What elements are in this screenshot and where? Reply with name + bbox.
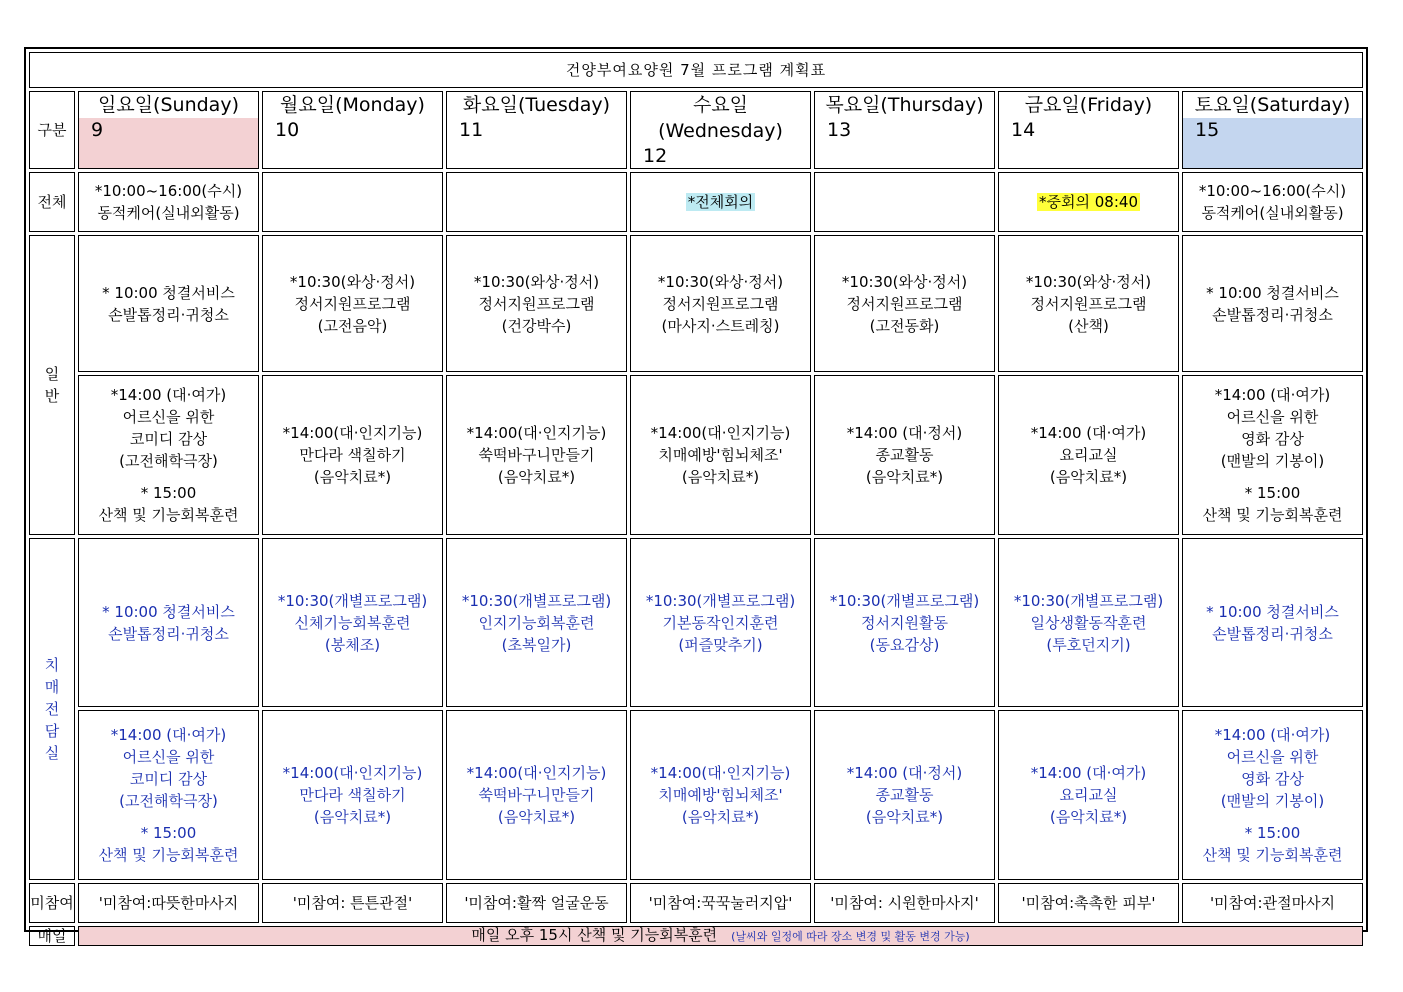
cell-line: 쑥떡바구니만들기	[478, 786, 595, 804]
cell-line: (투호던지기)	[1046, 635, 1131, 654]
day-name: 수요일(Wednesday)	[658, 94, 783, 142]
cell-line: (맨발의 기봉이)	[1220, 792, 1325, 810]
cell-line: 정서지원프로그램	[846, 294, 963, 313]
cell-line: 어르신을 위한	[122, 408, 215, 426]
cell-line: (마사지·스트레칭)	[661, 316, 780, 335]
program-cell-2	[446, 538, 627, 707]
cell-line	[999, 191, 1178, 213]
cell-line: (음악치료*)	[1049, 808, 1128, 826]
nonparticipation-cell-4: '미참여: 시원한마사지'	[814, 883, 995, 923]
nonparticipation-label: 미참여	[29, 883, 75, 923]
nonparticipation-cell-2: '미참여:활짝 얼굴운동	[446, 883, 627, 923]
line-gap	[79, 812, 258, 822]
program-cell-6	[1182, 710, 1363, 880]
cell-line: *14:00 (대·정서)	[846, 424, 963, 442]
cell-line: *14:00(대·인지기능)	[282, 764, 423, 782]
day-name: 토요일(Saturday)	[1194, 94, 1351, 116]
cell-line: 신체기능회복훈련	[294, 613, 411, 632]
cell-line: * 15:00	[140, 824, 197, 842]
schedule-table	[26, 49, 1366, 949]
day-date: 15	[1183, 118, 1362, 168]
cell-line: 만다라 색칠하기	[299, 786, 406, 804]
day-date: 14	[1011, 119, 1036, 141]
section-label-char: 치	[44, 656, 60, 674]
daily-label: 매일	[29, 926, 75, 946]
day-date: 12	[643, 145, 668, 167]
program-cell-3	[630, 538, 811, 707]
cell-line: 정서지원활동	[861, 613, 948, 632]
program-cell-2	[446, 375, 627, 535]
cell-line: * 10:00 청결서비스	[102, 283, 235, 302]
day-date: 13	[827, 119, 852, 141]
cell-line: (고전해학극장)	[119, 452, 218, 470]
overall-row	[29, 172, 1363, 232]
program-cell-4	[814, 538, 995, 707]
program-cell-6	[1182, 235, 1363, 372]
daily-caveat: (날씨와 일정에 따라 장소 변경 및 활동 변경 가능)	[731, 930, 970, 943]
nonparticipation-cell-1: '미참여: 튼튼관절'	[262, 883, 443, 923]
cell-line: 만다라 색칠하기	[299, 446, 406, 464]
cell-line: 동적케어(실내외활동)	[1201, 204, 1344, 222]
cell-line: 정서지원프로그램	[478, 294, 595, 313]
cell-line: 기본동작인지훈련	[662, 613, 779, 632]
line-gap	[1183, 812, 1362, 822]
nonparticipation-cell-6: '미참여:관절마사지	[1182, 883, 1363, 923]
nonparticipation-row	[29, 883, 1363, 923]
cell-line: *10:30(개별프로그램)	[829, 591, 980, 610]
day-header-0	[78, 91, 259, 169]
cell-line: * 15:00	[1244, 824, 1301, 842]
day-name: 금요일(Friday)	[1024, 94, 1153, 116]
program-cell-5	[998, 710, 1179, 880]
daily-row	[29, 926, 1363, 946]
cell-line: 종교활동	[875, 786, 934, 804]
program-cell-4	[814, 375, 995, 535]
daily-note-bar	[78, 926, 1363, 946]
day-header-2	[446, 91, 627, 169]
cell-line: 코미디 감상	[129, 770, 208, 788]
overall-cell-3	[630, 172, 811, 232]
section-label-char: 전	[44, 700, 60, 718]
day-header-5	[998, 91, 1179, 169]
day-header-6	[1182, 91, 1363, 169]
day-date: 10	[275, 119, 300, 141]
cell-line: 정서지원프로그램	[294, 294, 411, 313]
cell-line: 산책 및 기능회복훈련	[98, 506, 239, 524]
cell-line: * 10:00 청결서비스	[1206, 283, 1339, 302]
cell-line: *14:00 (대·정서)	[846, 764, 963, 782]
cell-line: 종교활동	[875, 446, 934, 464]
overall-cell-0	[78, 172, 259, 232]
cell-line: 손발톱정리·귀청소	[108, 305, 229, 324]
day-name: 화요일(Tuesday)	[462, 94, 611, 116]
cell-line: *10:30(개별프로그램)	[645, 591, 796, 610]
cell-line: 정서지원프로그램	[662, 294, 779, 313]
cell-line: 치매예방'힘뇌체조'	[658, 786, 783, 804]
program-cell-0	[78, 538, 259, 707]
program-cell-1	[262, 375, 443, 535]
cell-line: 동적케어(실내외활동)	[97, 204, 240, 222]
overall-cell-4	[814, 172, 995, 232]
cell-line: *10:30(와상·정서)	[473, 272, 600, 291]
day-header-row	[29, 91, 1363, 169]
cell-line: (음악치료*)	[313, 808, 392, 826]
program-cell-1	[262, 538, 443, 707]
day-date: 9	[79, 118, 258, 168]
cell-line: 코미디 감상	[129, 430, 208, 448]
cell-line: * 10:00 청결서비스	[1206, 602, 1339, 621]
program-cell-2	[446, 235, 627, 372]
day-name: 목요일(Thursday)	[825, 94, 984, 116]
cell-line: *10:30(개별프로그램)	[1013, 591, 1164, 610]
section-label-char: 일	[44, 365, 60, 383]
program-cell-4	[814, 235, 995, 372]
nonparticipation-cell-5: '미참여:촉촉한 피부'	[998, 883, 1179, 923]
cell-line: (고전음악)	[317, 316, 388, 335]
cell-line: 어르신을 위한	[1226, 408, 1319, 426]
section-label-char: 매	[44, 678, 60, 696]
cell-line	[631, 191, 810, 213]
cell-line: (동요감상)	[869, 635, 940, 654]
program-cell-5	[998, 375, 1179, 535]
line-gap	[79, 472, 258, 482]
cell-line: 정서지원프로그램	[1030, 294, 1147, 313]
cell-line: *14:00 (대·여가)	[1214, 386, 1331, 404]
general-afternoon-row	[29, 375, 1363, 535]
meeting-highlight: *전체회의	[687, 193, 754, 211]
day-header-1	[262, 91, 443, 169]
cell-line: 손발톱정리·귀청소	[1212, 305, 1333, 324]
cell-line: 치매예방'힘뇌체조'	[658, 446, 783, 464]
cell-line: * 15:00	[1244, 484, 1301, 502]
overall-cell-2	[446, 172, 627, 232]
cell-line: *14:00(대·인지기능)	[466, 424, 607, 442]
header-label: 구분	[29, 91, 75, 169]
cell-line: (음악치료*)	[865, 468, 944, 486]
cell-line: 요리교실	[1059, 786, 1118, 804]
cell-line: *14:00 (대·여가)	[110, 726, 227, 744]
cell-line: *10:30(와상·정서)	[289, 272, 416, 291]
cell-line: *14:00(대·인지기능)	[282, 424, 423, 442]
program-cell-1	[262, 235, 443, 372]
cell-line: 산책 및 기능회복훈련	[1202, 846, 1343, 864]
cell-line: 산책 및 기능회복훈련	[98, 846, 239, 864]
dementia-morning-row	[29, 538, 1363, 707]
cell-line: (초복일가)	[501, 635, 572, 654]
section-label-char: 담	[44, 722, 60, 740]
overall-label: 전체	[29, 172, 75, 232]
section-label-char: 실	[44, 744, 60, 762]
cell-line: (건강박수)	[501, 316, 572, 335]
cell-line: (맨발의 기봉이)	[1220, 452, 1325, 470]
meeting-highlight: *중회의 08:40	[1039, 193, 1138, 211]
overall-cell-6	[1182, 172, 1363, 232]
program-cell-1	[262, 710, 443, 880]
cell-line: * 10:00 청결서비스	[102, 602, 235, 621]
cell-line: 영화 감상	[1241, 770, 1304, 788]
overall-cell-5	[998, 172, 1179, 232]
cell-line: (음악치료*)	[681, 808, 760, 826]
program-cell-0	[78, 710, 259, 880]
cell-line: (고전해학극장)	[119, 792, 218, 810]
cell-line: * 15:00	[140, 484, 197, 502]
cell-line: (음악치료*)	[497, 808, 576, 826]
nonparticipation-cell-0: '미참여:따뜻한마사지	[78, 883, 259, 923]
program-cell-5	[998, 538, 1179, 707]
cell-line: 손발톱정리·귀청소	[1212, 624, 1333, 643]
day-header-3	[630, 91, 811, 169]
cell-line: (퍼즐맞추기)	[678, 635, 763, 654]
program-cell-3	[630, 235, 811, 372]
cell-line: (음악치료*)	[497, 468, 576, 486]
cell-line: (고전동화)	[869, 316, 940, 335]
daily-text: 매일 오후 15시 산책 및 기능회복훈련	[471, 926, 718, 944]
general-morning-row	[29, 235, 1363, 372]
program-cell-5	[998, 235, 1179, 372]
cell-line: *14:00(대·인지기능)	[650, 424, 791, 442]
day-date: 11	[459, 119, 484, 141]
cell-line: 인지기능회복훈련	[478, 613, 595, 632]
program-cell-3	[630, 710, 811, 880]
dementia-afternoon-row	[29, 710, 1363, 880]
cell-line: *14:00 (대·여가)	[110, 386, 227, 404]
program-cell-3	[630, 375, 811, 535]
day-name: 월요일(Monday)	[280, 94, 425, 116]
cell-line: (음악치료*)	[865, 808, 944, 826]
nonparticipation-cell-3: '미참여:꾹꾹눌러지압'	[630, 883, 811, 923]
line-gap	[1183, 472, 1362, 482]
cell-line: (음악치료*)	[681, 468, 760, 486]
day-name: 일요일(Sunday)	[98, 94, 239, 116]
cell-line: 어르신을 위한	[1226, 748, 1319, 766]
cell-line: *10:30(개별프로그램)	[461, 591, 612, 610]
cell-line: 영화 감상	[1241, 430, 1304, 448]
cell-line: *10:30(와상·정서)	[657, 272, 784, 291]
cell-line: (음악치료*)	[1049, 468, 1128, 486]
overall-cell-1	[262, 172, 443, 232]
section-label-char: 반	[44, 387, 60, 405]
program-cell-0	[78, 235, 259, 372]
program-cell-6	[1182, 375, 1363, 535]
cell-line: 손발톱정리·귀청소	[108, 624, 229, 643]
cell-line: *14:00 (대·여가)	[1214, 726, 1331, 744]
cell-line: *14:00(대·인지기능)	[466, 764, 607, 782]
page-title: 건양부여요양원 7월 프로그램 계획표	[29, 52, 1363, 88]
program-cell-2	[446, 710, 627, 880]
cell-line: 쑥떡바구니만들기	[478, 446, 595, 464]
cell-line: *14:00(대·인지기능)	[650, 764, 791, 782]
cell-line: 일상생활동작훈련	[1030, 613, 1147, 632]
cell-line: (봉체조)	[324, 635, 381, 654]
cell-line: 어르신을 위한	[122, 748, 215, 766]
cell-line: *10:30(와상·정서)	[1025, 272, 1152, 291]
dementia-section-label	[29, 538, 75, 880]
cell-line: *10:00~16:00(수시)	[1198, 182, 1347, 200]
cell-line: *10:30(와상·정서)	[841, 272, 968, 291]
cell-line: 요리교실	[1059, 446, 1118, 464]
cell-line: *14:00 (대·여가)	[1030, 424, 1147, 442]
cell-line: *10:00~16:00(수시)	[94, 182, 243, 200]
cell-line: *10:30(개별프로그램)	[277, 591, 428, 610]
cell-line: (산책)	[1068, 316, 1109, 335]
cell-line: 산책 및 기능회복훈련	[1202, 506, 1343, 524]
cell-line: (음악치료*)	[313, 468, 392, 486]
day-header-4	[814, 91, 995, 169]
program-schedule-sheet	[24, 47, 1368, 945]
program-cell-0	[78, 375, 259, 535]
program-cell-6	[1182, 538, 1363, 707]
program-cell-4	[814, 710, 995, 880]
cell-line: *14:00 (대·여가)	[1030, 764, 1147, 782]
general-section-label	[29, 235, 75, 535]
